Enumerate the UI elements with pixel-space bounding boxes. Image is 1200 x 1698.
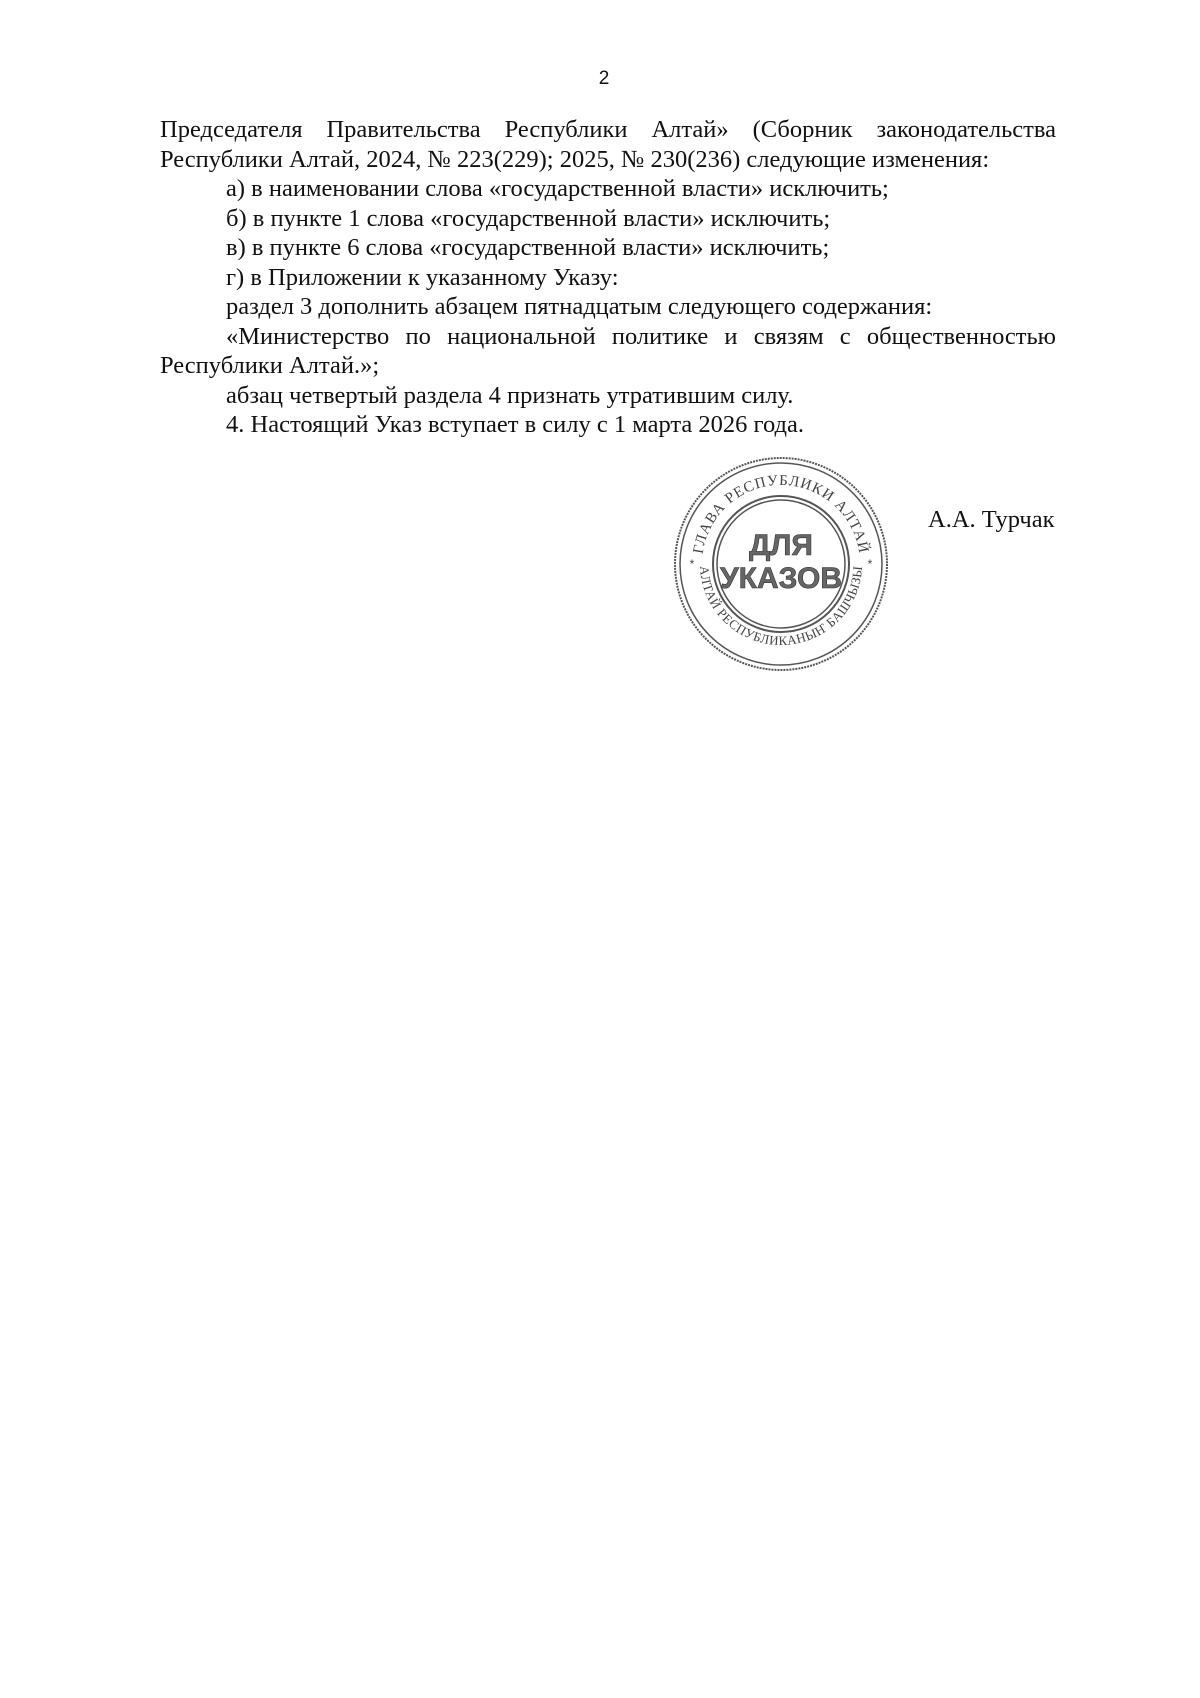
stamp-outer-top-text: ГЛАВА РЕСПУБЛИКИ АЛТАЙ (690, 472, 872, 556)
stamp-separator: * (867, 557, 873, 571)
paragraph-line: Республики Алтай, 2024, № 223(229); 2025, № 230(236) следующие изменения: (160, 145, 990, 173)
list-item-g: г) в Приложении к указанному Указу: (226, 263, 619, 291)
signatory-name: А.А. Турчак (928, 506, 1055, 533)
paragraph-section3: раздел 3 дополнить абзацем пятнадцатым следующего содержания: (226, 293, 933, 320)
stamp-center-line2: УКАЗОВ (719, 562, 843, 595)
page-number: 2 (598, 68, 610, 89)
list-item-b: б) в пункте 1 слова «государственной власти» исключить; (226, 204, 831, 232)
stamp-outer-bottom-text: АЛТАЙ РЕСПУБЛИКАНЫҤ БАШЧЫЗЫ (696, 565, 866, 649)
document-body (160, 115, 1056, 440)
quote-line: «Министерство по национальной политике и связям с общественностью (226, 322, 1056, 350)
stamp-separator: * (689, 557, 695, 571)
quote-line: Республики Алтай.»; (160, 352, 380, 379)
list-item-v: в) в пункте 6 слова «государственной власти» исключить; (226, 234, 830, 261)
paragraph-effective-date: 4. Настоящий Указ вступает в силу с 1 марта 2026 года. (226, 411, 804, 438)
list-item-a: а) в наименовании слова «государственной власти» исключить; (226, 175, 889, 202)
official-stamp (672, 455, 890, 673)
paragraph-line: Председателя Правительства Республики Алтай» (Сборник законодательства (160, 116, 1056, 143)
paragraph-section4: абзац четвертый раздела 4 признать утратившим силу. (226, 381, 794, 409)
stamp-center-line1: ДЛЯ (749, 529, 813, 562)
